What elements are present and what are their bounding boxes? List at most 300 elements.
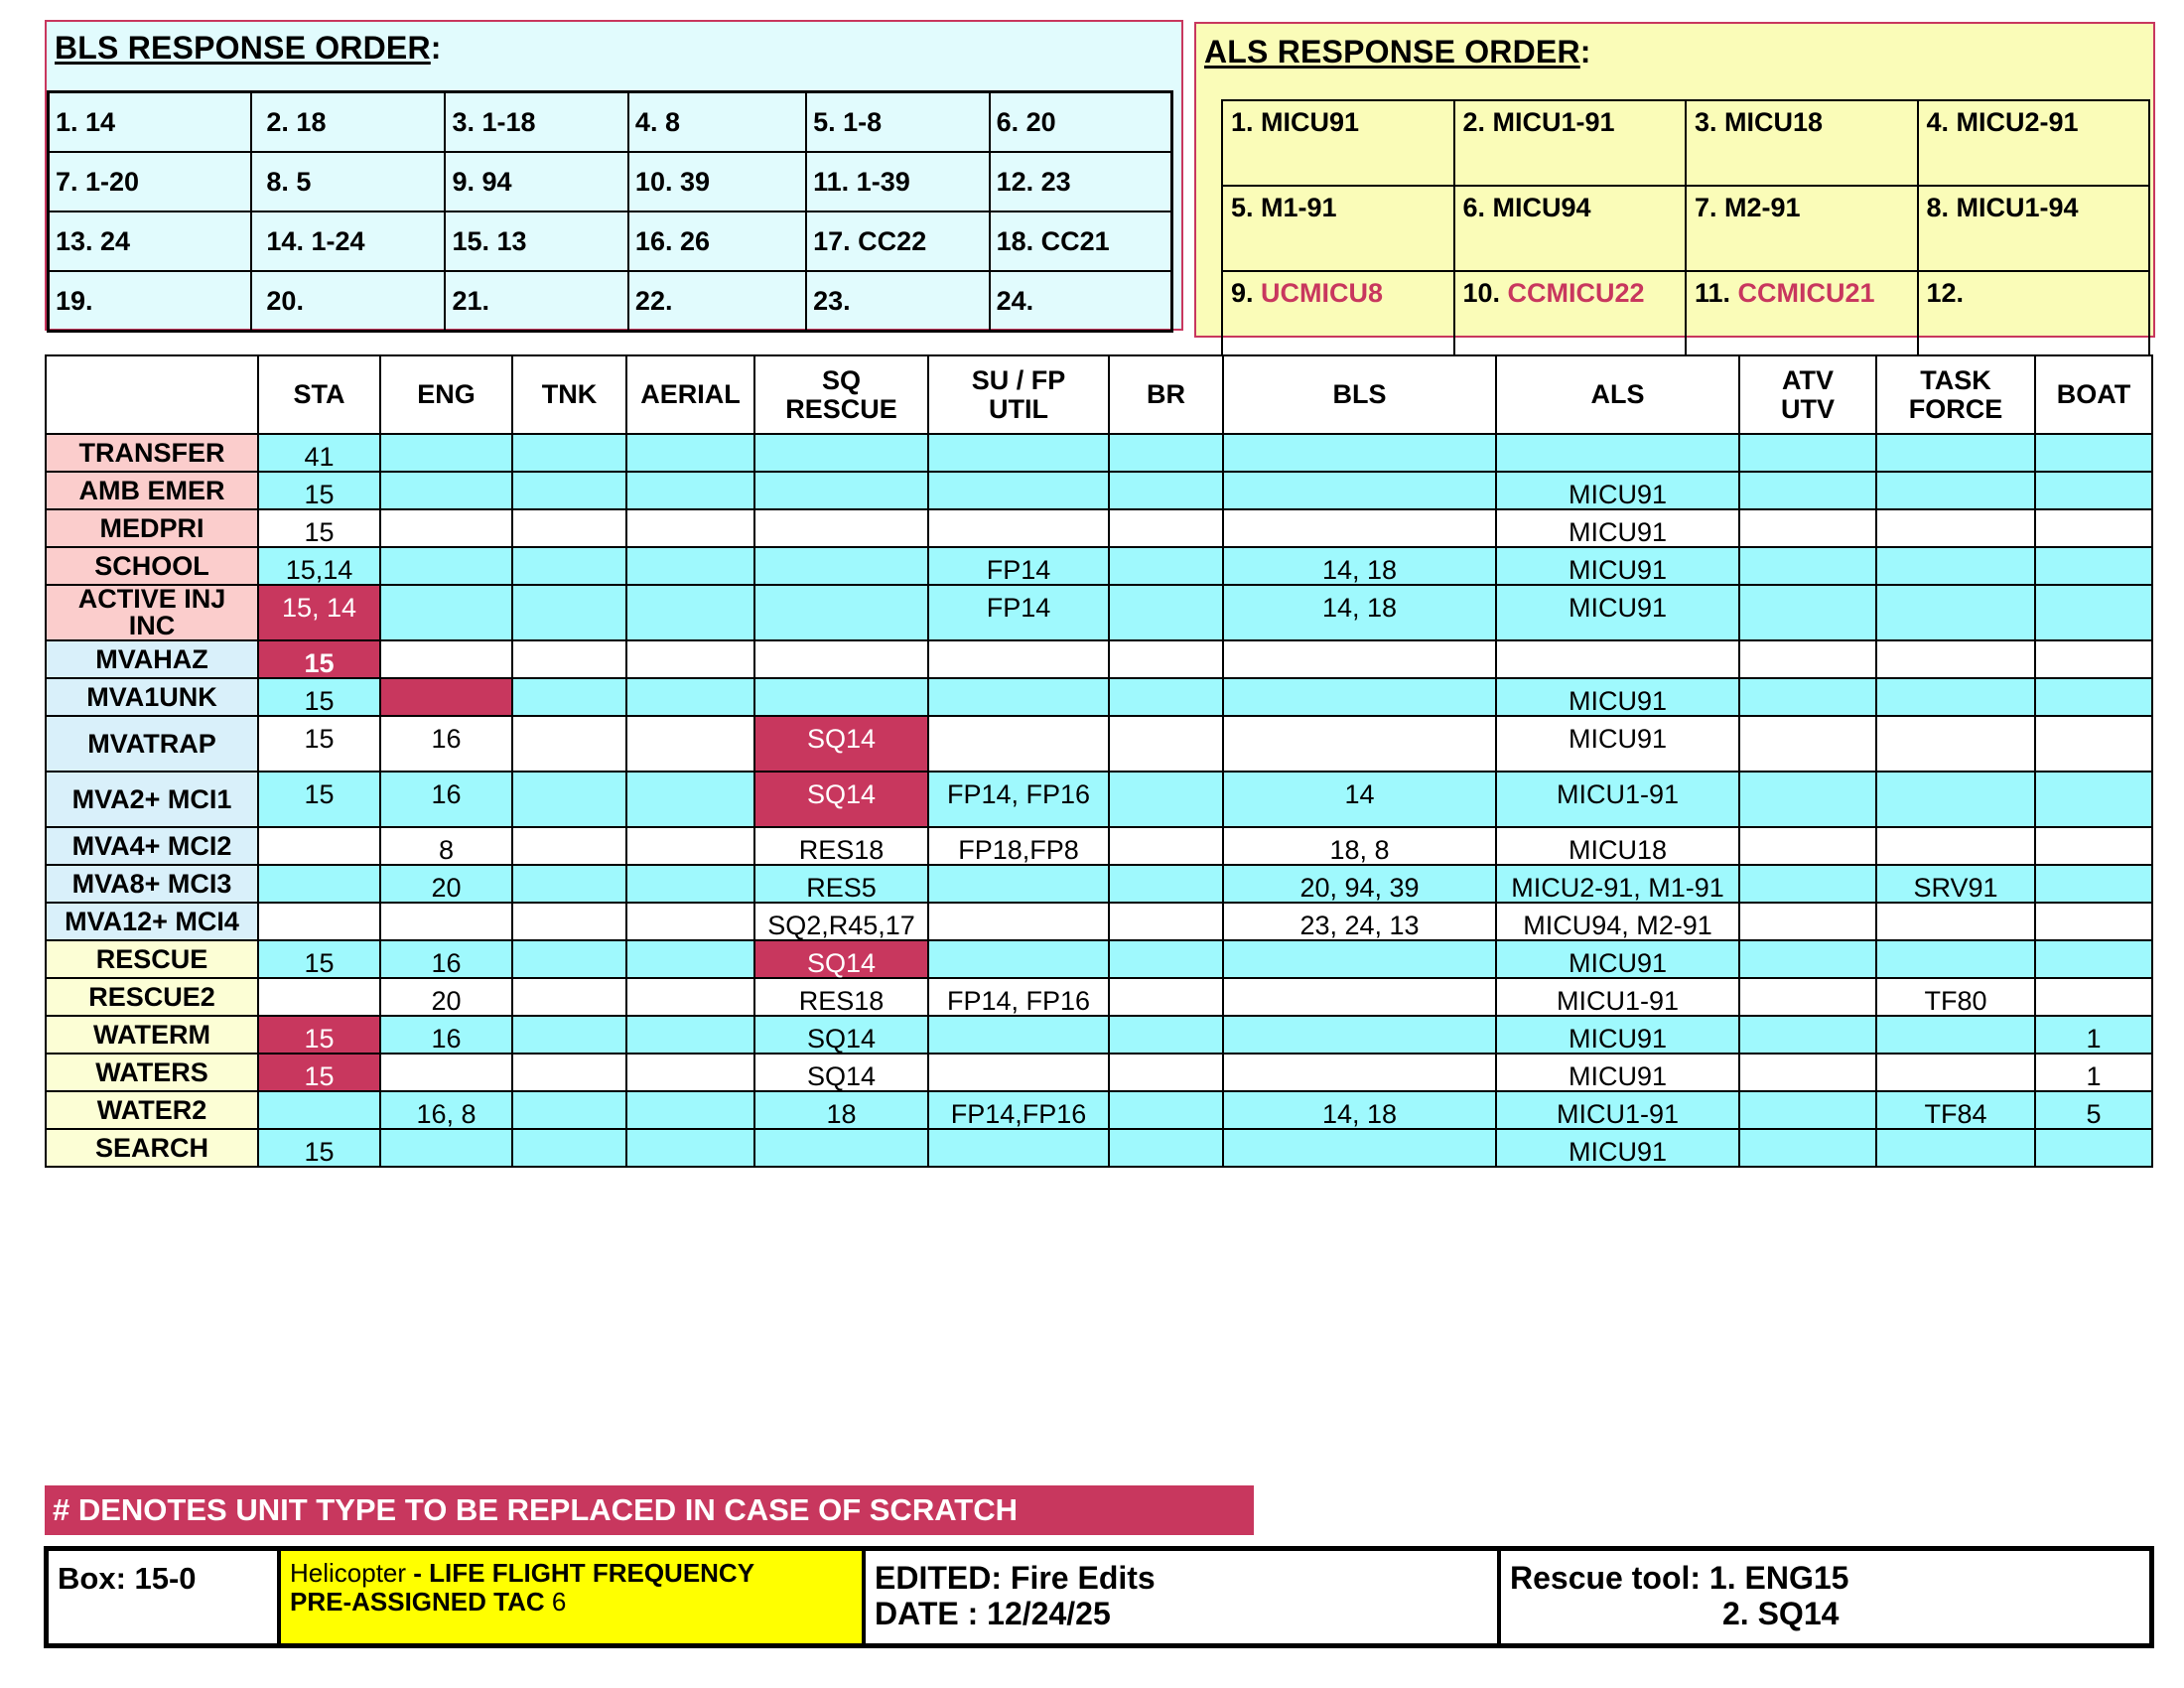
- table-cell: FP14: [928, 585, 1109, 640]
- als-order-grid: [1221, 99, 2150, 357]
- table-cell: SQ14: [754, 1016, 928, 1054]
- table-cell: [1109, 978, 1223, 1016]
- table-cell: FP14,FP16: [928, 1091, 1109, 1129]
- table-cell: [928, 1054, 1109, 1091]
- table-row: [46, 678, 2152, 716]
- als-order-unit: MICU91: [1261, 107, 1360, 137]
- table-row: [46, 716, 2152, 772]
- als-response-order-title: [1204, 34, 1591, 70]
- als-order-unit: MICU18: [1724, 107, 1824, 137]
- table-cell: [512, 865, 626, 903]
- table-cell: [1876, 509, 2035, 547]
- table-cell: SQ14: [754, 940, 928, 978]
- table-cell: [512, 509, 626, 547]
- table-cell: [1223, 940, 1496, 978]
- table-cell: [2035, 716, 2152, 772]
- table-cell: [2035, 772, 2152, 827]
- table-cell: [1109, 640, 1223, 678]
- table-cell: [754, 472, 928, 509]
- als-order-unit: MICU2-91: [1956, 107, 2079, 137]
- table-cell: 14, 18: [1223, 547, 1496, 585]
- als-order-number: 10.: [1462, 278, 1508, 308]
- table-row: [46, 434, 2152, 472]
- bls-order-row: [49, 152, 1172, 211]
- table-cell: 20, 94, 39: [1223, 865, 1496, 903]
- bls-order-cell: 10. 39: [628, 152, 806, 211]
- table-cell: [626, 827, 754, 865]
- table-cell: FP14: [928, 547, 1109, 585]
- rescue-tool-1: Rescue tool: 1. ENG15: [1510, 1560, 1849, 1596]
- table-cell: 15: [258, 1129, 380, 1167]
- table-cell: [1223, 509, 1496, 547]
- table-cell: [2035, 865, 2152, 903]
- table-cell: [1109, 434, 1223, 472]
- bls-order-cell: 16. 26: [628, 211, 806, 271]
- table-cell: [2035, 978, 2152, 1016]
- life-flight-frequency: - LIFE FLIGHT FREQUENCY: [406, 1558, 755, 1588]
- table-cell: MICU1-91: [1496, 1091, 1739, 1129]
- table-cell: 1: [2035, 1054, 2152, 1091]
- table-cell: [754, 547, 928, 585]
- table-cell: [2035, 547, 2152, 585]
- als-order-number: 9.: [1231, 278, 1262, 308]
- table-cell: SQ14: [754, 1054, 928, 1091]
- table-cell: [2035, 1129, 2152, 1167]
- table-cell: [1876, 716, 2035, 772]
- table-cell: [380, 678, 512, 716]
- row-label: MVAHAZ: [46, 640, 258, 678]
- table-cell: [928, 940, 1109, 978]
- table-cell: [626, 1054, 754, 1091]
- table-cell: [1739, 827, 1876, 865]
- table-cell: 18, 8: [1223, 827, 1496, 865]
- als-order-cell: [1686, 186, 1918, 271]
- table-cell: [1109, 716, 1223, 772]
- table-cell: [754, 1129, 928, 1167]
- edit-info: [866, 1551, 1501, 1643]
- als-order-unit: M1-91: [1261, 193, 1337, 222]
- table-cell: 15: [258, 509, 380, 547]
- als-order-number: 5.: [1231, 193, 1262, 222]
- als-order-cell: [1686, 271, 1918, 356]
- table-cell: 41: [258, 434, 380, 472]
- table-cell: [1223, 1129, 1496, 1167]
- bls-order-cell: 8. 5: [251, 152, 445, 211]
- row-label: WATERM: [46, 1016, 258, 1054]
- table-cell: [626, 940, 754, 978]
- table-cell: [1109, 1091, 1223, 1129]
- table-cell: [626, 585, 754, 640]
- column-header-line: BR: [1147, 379, 1185, 409]
- table-cell: [1223, 1054, 1496, 1091]
- als-order-row: [1222, 186, 2149, 271]
- als-order-cell: [1686, 100, 1918, 186]
- table-cell: MICU18: [1496, 827, 1739, 865]
- table-cell: SQ14: [754, 716, 928, 772]
- table-cell: SQ2,R45,17: [754, 903, 928, 940]
- table-cell: [1739, 1016, 1876, 1054]
- matrix-corner-cell: [46, 355, 258, 434]
- rescue-tool-2: 2. SQ14: [1722, 1596, 1840, 1631]
- column-header-task-force: [1876, 355, 2035, 434]
- table-cell: [1876, 772, 2035, 827]
- table-cell: [626, 978, 754, 1016]
- row-label: MVA4+ MCI2: [46, 827, 258, 865]
- table-cell: [1223, 678, 1496, 716]
- table-cell: [380, 434, 512, 472]
- table-cell: [1739, 1054, 1876, 1091]
- bls-order-row: [49, 271, 1172, 332]
- column-header-als: [1496, 355, 1739, 434]
- table-cell: [1739, 1091, 1876, 1129]
- table-cell: TF80: [1876, 978, 2035, 1016]
- als-order-number: 1.: [1231, 107, 1262, 137]
- table-cell: [2035, 585, 2152, 640]
- als-order-unit: M2-91: [1724, 193, 1801, 222]
- edited-by: EDITED: Fire Edits: [875, 1560, 1156, 1596]
- bls-order-cell: 19.: [49, 271, 252, 332]
- table-cell: [1876, 585, 2035, 640]
- bls-order-cell: 9. 94: [445, 152, 627, 211]
- table-cell: [1109, 509, 1223, 547]
- row-label: MVATRAP: [46, 716, 258, 772]
- bls-response-order-panel: [45, 20, 1183, 331]
- table-cell: [1496, 640, 1739, 678]
- pre-assigned-tac-value: 6: [544, 1587, 567, 1617]
- table-cell: 20: [380, 865, 512, 903]
- table-cell: 20: [380, 978, 512, 1016]
- table-cell: [512, 472, 626, 509]
- als-order-unit: CCMICU22: [1507, 278, 1645, 308]
- column-header-eng: [380, 355, 512, 434]
- table-cell: FP14, FP16: [928, 978, 1109, 1016]
- table-cell: [512, 827, 626, 865]
- table-cell: [1109, 865, 1223, 903]
- als-order-cell: [1222, 100, 1454, 186]
- table-cell: [512, 547, 626, 585]
- column-header-tnk: [512, 355, 626, 434]
- column-header-line: SU / FP: [971, 364, 1066, 395]
- column-header-aerial: [626, 355, 754, 434]
- table-cell: [626, 640, 754, 678]
- table-cell: [512, 678, 626, 716]
- bls-title-colon: :: [430, 30, 442, 66]
- table-cell: [1876, 903, 2035, 940]
- bls-order-cell: 14. 1-24: [251, 211, 445, 271]
- column-header-boat: [2035, 355, 2152, 434]
- table-cell: MICU91: [1496, 940, 1739, 978]
- row-label: MVA8+ MCI3: [46, 865, 258, 903]
- table-row: [46, 1054, 2152, 1091]
- row-label: [46, 585, 258, 640]
- table-cell: 15: [258, 640, 380, 678]
- als-order-row: [1222, 271, 2149, 356]
- table-cell: SRV91: [1876, 865, 2035, 903]
- table-cell: [2035, 940, 2152, 978]
- table-cell: [380, 585, 512, 640]
- table-cell: [754, 585, 928, 640]
- table-cell: [258, 865, 380, 903]
- column-header-atv-utv: [1739, 355, 1876, 434]
- table-cell: [928, 509, 1109, 547]
- table-cell: [1739, 585, 1876, 640]
- table-cell: [1109, 1054, 1223, 1091]
- table-cell: RES5: [754, 865, 928, 903]
- table-cell: 14: [1223, 772, 1496, 827]
- als-order-row: [1222, 100, 2149, 186]
- table-cell: TF84: [1876, 1091, 2035, 1129]
- table-cell: [1876, 1016, 2035, 1054]
- bls-order-cell: 3. 1-18: [445, 92, 627, 153]
- table-cell: MICU94, M2-91: [1496, 903, 1739, 940]
- table-cell: [928, 472, 1109, 509]
- als-order-unit: MICU94: [1492, 193, 1591, 222]
- table-cell: MICU91: [1496, 1016, 1739, 1054]
- column-header-line: ALS: [1590, 379, 1645, 409]
- table-cell: [512, 640, 626, 678]
- table-cell: 15: [258, 678, 380, 716]
- table-row: [46, 903, 2152, 940]
- table-cell: [626, 865, 754, 903]
- table-cell: FP14, FP16: [928, 772, 1109, 827]
- table-cell: 15,14: [258, 547, 380, 585]
- table-row: [46, 1129, 2152, 1167]
- als-order-number: 8.: [1926, 193, 1957, 222]
- table-cell: [512, 772, 626, 827]
- bls-order-cell: 2. 18: [251, 92, 445, 153]
- table-cell: MICU2-91, M1-91: [1496, 865, 1739, 903]
- footer-info-bar: [44, 1546, 2154, 1648]
- row-label: RESCUE: [46, 940, 258, 978]
- table-cell: [626, 772, 754, 827]
- table-cell: [928, 1129, 1109, 1167]
- table-cell: [1739, 772, 1876, 827]
- column-header-sta: [258, 355, 380, 434]
- bls-order-cell: 12. 23: [990, 152, 1172, 211]
- table-cell: MICU91: [1496, 547, 1739, 585]
- als-order-number: 4.: [1926, 107, 1957, 137]
- table-cell: [1739, 978, 1876, 1016]
- table-cell: [2035, 640, 2152, 678]
- table-cell: [928, 716, 1109, 772]
- box-number: Box: 15-0: [49, 1551, 281, 1643]
- helicopter-line-2: [290, 1588, 862, 1617]
- table-cell: [1223, 434, 1496, 472]
- bls-order-cell: 23.: [806, 271, 989, 332]
- rescue-tool-info: [1501, 1551, 2149, 1643]
- bls-order-row: [49, 211, 1172, 271]
- table-cell: [626, 547, 754, 585]
- table-cell: 16: [380, 772, 512, 827]
- table-row: [46, 472, 2152, 509]
- table-row: [46, 940, 2152, 978]
- bls-order-cell: 13. 24: [49, 211, 252, 271]
- row-label: WATERS: [46, 1054, 258, 1091]
- als-order-number: 7.: [1695, 193, 1725, 222]
- table-cell: [512, 434, 626, 472]
- table-cell: MICU91: [1496, 716, 1739, 772]
- table-cell: [1223, 716, 1496, 772]
- table-row: [46, 640, 2152, 678]
- table-cell: [1876, 827, 2035, 865]
- table-cell: [380, 509, 512, 547]
- table-cell: [380, 640, 512, 678]
- table-cell: [2035, 472, 2152, 509]
- table-cell: [2035, 827, 2152, 865]
- row-label: SCHOOL: [46, 547, 258, 585]
- table-cell: [380, 547, 512, 585]
- response-matrix: [45, 354, 2153, 1168]
- als-response-order-panel: [1194, 22, 2155, 338]
- column-header-line: ENG: [417, 379, 476, 409]
- table-cell: 15: [258, 472, 380, 509]
- table-cell: [1739, 716, 1876, 772]
- bls-order-cell: 20.: [251, 271, 445, 332]
- table-cell: MICU91: [1496, 472, 1739, 509]
- bls-order-cell: 6. 20: [990, 92, 1172, 153]
- als-order-number: 6.: [1462, 193, 1493, 222]
- row-label: MEDPRI: [46, 509, 258, 547]
- table-cell: 15: [258, 716, 380, 772]
- table-cell: [1739, 865, 1876, 903]
- row-label: RESCUE2: [46, 978, 258, 1016]
- table-cell: [258, 1091, 380, 1129]
- table-cell: [1109, 547, 1223, 585]
- table-cell: [512, 1129, 626, 1167]
- bls-order-cell: 24.: [990, 271, 1172, 332]
- table-cell: [1739, 640, 1876, 678]
- als-order-number: 11.: [1695, 278, 1738, 308]
- table-cell: [626, 678, 754, 716]
- row-label-line: INC: [128, 611, 176, 640]
- table-row: [46, 509, 2152, 547]
- table-cell: [512, 1054, 626, 1091]
- table-cell: [928, 434, 1109, 472]
- row-label: MVA12+ MCI4: [46, 903, 258, 940]
- column-header-line: BLS: [1332, 379, 1387, 409]
- row-label: WATER2: [46, 1091, 258, 1129]
- table-cell: [1109, 472, 1223, 509]
- bls-order-cell: 22.: [628, 271, 806, 332]
- table-cell: MICU91: [1496, 678, 1739, 716]
- table-cell: [512, 716, 626, 772]
- table-cell: [626, 434, 754, 472]
- table-cell: [1739, 509, 1876, 547]
- table-cell: [1223, 978, 1496, 1016]
- table-cell: [1876, 547, 2035, 585]
- table-row: [46, 1091, 2152, 1129]
- table-cell: [754, 640, 928, 678]
- table-cell: [754, 678, 928, 716]
- column-header-line: TNK: [541, 379, 598, 409]
- table-cell: [1739, 547, 1876, 585]
- als-order-cell: [1454, 186, 1687, 271]
- table-row: [46, 978, 2152, 1016]
- als-order-number: 3.: [1695, 107, 1725, 137]
- table-cell: [512, 940, 626, 978]
- column-header-sq-rescue: [754, 355, 928, 434]
- column-header-line: UTIL: [989, 393, 1048, 424]
- table-cell: 14, 18: [1223, 1091, 1496, 1129]
- helicopter-line-1: [290, 1559, 862, 1588]
- bls-order-cell: 17. CC22: [806, 211, 989, 271]
- column-header-bls: [1223, 355, 1496, 434]
- table-row: [46, 585, 2152, 640]
- column-header-line: BOAT: [2056, 379, 2131, 409]
- bls-order-cell: 15. 13: [445, 211, 627, 271]
- helicopter-prefix: Helicopter: [290, 1558, 407, 1588]
- table-cell: 5: [2035, 1091, 2152, 1129]
- column-header-line: TASK: [1920, 364, 1991, 395]
- table-row: [46, 772, 2152, 827]
- als-order-number: 12.: [1926, 278, 1965, 308]
- table-cell: [928, 865, 1109, 903]
- table-cell: [1109, 940, 1223, 978]
- column-header-line: FORCE: [1908, 393, 2003, 424]
- als-order-cell: [1918, 186, 2150, 271]
- bls-order-cell: 21.: [445, 271, 627, 332]
- table-cell: [512, 903, 626, 940]
- row-label: AMB EMER: [46, 472, 258, 509]
- als-order-unit: MICU1-91: [1492, 107, 1615, 137]
- als-order-cell: [1918, 100, 2150, 186]
- table-cell: 15: [258, 772, 380, 827]
- column-header-line: RESCUE: [785, 393, 897, 424]
- table-cell: [626, 716, 754, 772]
- table-cell: [258, 903, 380, 940]
- matrix-header-row: [46, 355, 2152, 434]
- table-cell: 15: [258, 940, 380, 978]
- table-cell: [1739, 472, 1876, 509]
- column-header-su-fp-util: [928, 355, 1109, 434]
- bls-order-cell: 18. CC21: [990, 211, 1172, 271]
- table-cell: 8: [380, 827, 512, 865]
- table-cell: [1876, 434, 2035, 472]
- table-cell: [258, 827, 380, 865]
- table-cell: [626, 472, 754, 509]
- table-cell: [380, 1129, 512, 1167]
- table-row: [46, 827, 2152, 865]
- als-title-colon: :: [1579, 34, 1591, 70]
- als-order-cell: [1222, 271, 1454, 356]
- table-cell: 15: [258, 1054, 380, 1091]
- table-cell: [1223, 1016, 1496, 1054]
- table-cell: [1109, 827, 1223, 865]
- table-cell: [1739, 434, 1876, 472]
- bls-title-text: BLS RESPONSE ORDER: [55, 30, 431, 66]
- table-cell: 16: [380, 716, 512, 772]
- table-cell: 15, 14: [258, 585, 380, 640]
- bls-order-cell: 4. 8: [628, 92, 806, 153]
- table-cell: [258, 978, 380, 1016]
- bls-order-cell: 1. 14: [49, 92, 252, 153]
- table-cell: [1876, 472, 2035, 509]
- table-cell: [1109, 772, 1223, 827]
- table-cell: MICU91: [1496, 1054, 1739, 1091]
- table-cell: 1: [2035, 1016, 2152, 1054]
- bls-order-cell: 5. 1-8: [806, 92, 989, 153]
- als-order-unit: MICU1-94: [1956, 193, 2079, 222]
- table-cell: [1109, 1016, 1223, 1054]
- table-cell: [1739, 903, 1876, 940]
- table-cell: [928, 640, 1109, 678]
- table-cell: MICU91: [1496, 509, 1739, 547]
- table-cell: [1876, 940, 2035, 978]
- scratch-note-banner: # DENOTES UNIT TYPE TO BE REPLACED IN CASE OF SCRATCH: [45, 1485, 1254, 1535]
- table-row: [46, 547, 2152, 585]
- als-order-cell: [1454, 100, 1687, 186]
- table-cell: [928, 903, 1109, 940]
